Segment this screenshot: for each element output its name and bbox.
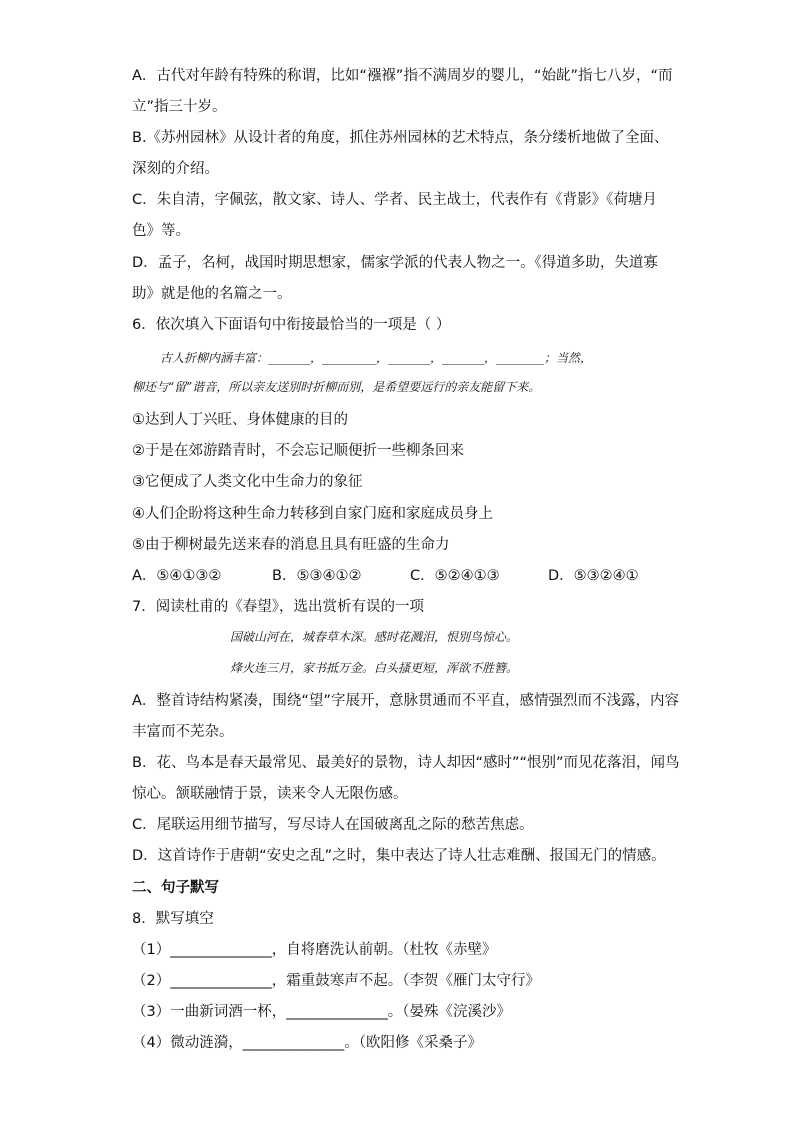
q7-option-b-line1: B．花、鸟本是春天最常见、最美好的景物，诗人却因“感时”“恨别”而见花落泪，闻鸟 — [132, 755, 680, 771]
q6-stem: 6．依次填入下面语句中衔接最恰当的一项是（ ） — [132, 317, 451, 333]
q5-option-d-line1: D．孟子，名柯，战国时期思想家，儒家学派的代表人物之一。《得道多助，失道寡 — [132, 255, 658, 271]
q5-option-b-line1: B.《苏州园林》从设计者的角度，抓住苏州园林的艺术特点，条分缕析地做了全面、 — [132, 130, 669, 146]
q6-item-1: ①达到人丁兴旺、身体健康的目的 — [132, 412, 348, 428]
q7-option-a-line1: A．整首诗结构紧凑，围绕“望”字展开，意脉贯通而不平直，感情强烈而不浅露，内容 — [132, 693, 679, 709]
q5-option-c-line2: 色》等。 — [132, 223, 190, 239]
q6-choice-c: C．⑤②④①③ — [410, 568, 500, 584]
q7-option-c: C．尾联运用细节描写，写尽诗人在国破离乱之际的愁苦焦虑。 — [132, 817, 534, 833]
q7-poem-line1: 国破山河在，城春草木深。感时花溅泪，恨别鸟惊心。 — [230, 630, 519, 644]
q6-item-2: ②于是在郊游踏青时，不会忘记顺便折一些柳条回来 — [132, 443, 464, 459]
q6-item-3: ③它便成了人类文化中生命力的象征 — [132, 474, 363, 490]
q6-item-5: ⑤由于柳树最先送来春的消息且具有旺盛的生命力 — [132, 537, 450, 553]
q7-option-d: D．这首诗作于唐朝“安史之乱”之时，集中表达了诗人壮志难酬、报国无门的情感。 — [132, 848, 666, 864]
q8-blank-1: （1）______________，自将磨洗认前朝。（杜牧《赤壁》 — [132, 942, 497, 958]
q8-blank-3: （3）一曲新词酒一杯，______________。（晏殊《浣溪沙》 — [132, 1004, 511, 1020]
q7-option-a-line2: 丰富而不芜杂。 — [132, 724, 234, 740]
q7-poem-line2: 烽火连三月，家书抵万金。白头搔更短，浑欲不胜簪。 — [230, 661, 519, 675]
q6-passage-line2: 柳还与“留”谐音，所以亲友送别时折柳而别，是希望要远行的亲友能留下来。 — [132, 380, 541, 394]
q5-option-a-line1: A．古代对年龄有特殊的称谓，比如“襁褓”指不满周岁的婴儿，“始龀”指七八岁，“而 — [132, 68, 673, 84]
q5-option-a-line2: 立”指三十岁。 — [132, 99, 227, 115]
q8-blank-4: （4）微动涟漪，______________。（欧阳修《采桑子》 — [132, 1035, 482, 1051]
q7-stem: 7．阅读杜甫的《春望》，选出赏析有误的一项 — [132, 599, 424, 615]
q6-item-4: ④人们企盼将这种生命力转移到自家门庭和家庭成员身上 — [132, 506, 493, 522]
q7-option-b-line2: 惊心。颔联融情于景，读来令人无限伤感。 — [132, 786, 408, 802]
q5-option-d-line2: 助》就是他的名篇之一。 — [132, 286, 292, 302]
q5-option-c-line1: C．朱自清，字佩弦，散文家、诗人、学者、民主战士，代表作有《背影》《荷塘月 — [132, 192, 657, 208]
q6-choices-row — [132, 566, 672, 586]
q6-choice-d: D．⑤③②④① — [548, 568, 639, 584]
q6-choice-a: A．⑤④①③② — [132, 568, 222, 584]
q8-blank-2: （2）______________，霜重鼓寒声不起。（李贺《雁门太守行》 — [132, 973, 540, 989]
q5-option-b-line2: 深刻的介绍。 — [132, 161, 219, 177]
q6-choice-b: B．⑤③④①② — [272, 568, 362, 584]
q8-stem: 8．默写填空 — [132, 911, 214, 927]
q6-passage-line1: 古人折柳内涵丰富：_______，_________，_______，_______，________；当然， — [160, 351, 593, 365]
section2-heading: 二、句子默写 — [132, 880, 219, 896]
